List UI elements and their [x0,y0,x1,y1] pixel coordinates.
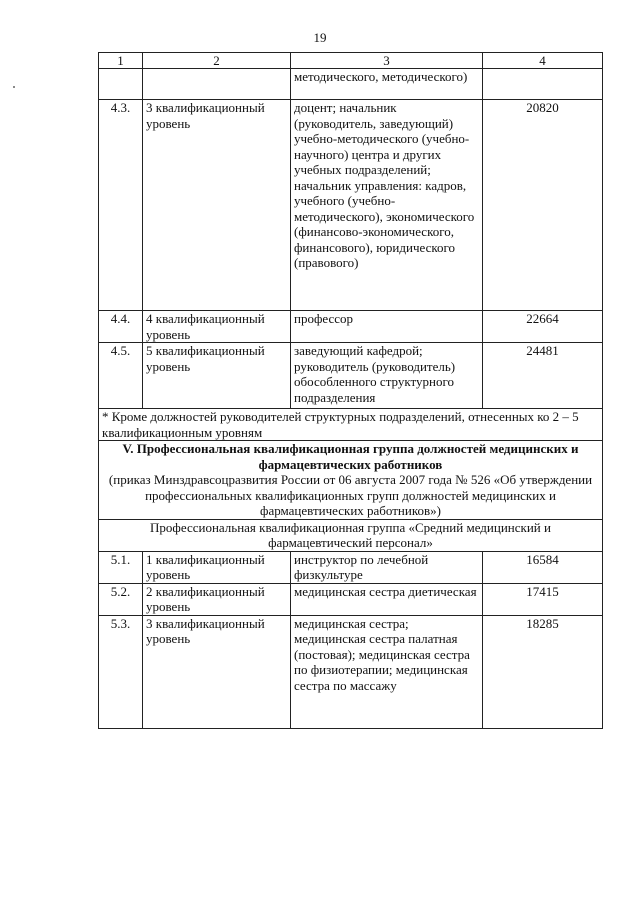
salary-value [483,69,603,100]
row-number: 4.3. [99,100,143,311]
table-row [99,583,603,615]
salary-value: 18285 [483,615,603,728]
table-row [99,100,603,311]
section-order-reference: (приказ Минздравсоцразвития России от 06 августа 2007 года № 526 «Об утверждении профессиональных квалификационных групп должностей медицинских и фармацевтических работников») [108,472,593,518]
table-row [99,311,603,343]
qualification-level: 1 квалификационный уровень [143,551,291,583]
positions-list: инструктор по лечебной физкультуре [291,551,483,583]
salary-value: 16584 [483,551,603,583]
positions-list: медицинская сестра диетическая [291,583,483,615]
positions-list: методического, методического) [291,69,483,100]
positions-list: профессор [291,311,483,343]
qualification-level: 3 квалификационный уровень [143,615,291,728]
positions-list: доцент; начальник (руководитель, заведующий) учебно-методического (учебно-научного) центра и других учебных подразделений; начальник управления: кадров, учебного (учебно-методического), экономического (финансово-экономического, финансового), юридического (правового) [291,100,483,311]
table-row [99,69,603,100]
qualification-level: 5 квалификационный уровень [143,343,291,409]
table-row [99,343,603,409]
table-row [99,615,603,728]
salary-value: 24481 [483,343,603,409]
table-header-row [99,53,603,69]
positions-list: заведующий кафедрой; руководитель (руководитель) обособленного структурного подразделения [291,343,483,409]
salary-value: 17415 [483,583,603,615]
page-number: 19 [313,30,327,45]
row-number: 5.2. [99,583,143,615]
subgroup-title: Профессиональная квалификационная группа «Средний медицинский и фармацевтический персонал» [99,519,603,551]
table-row [99,551,603,583]
section-heading-cell [99,441,603,520]
qualification-level: 3 квалификационный уровень [143,100,291,311]
section-title: V. Профессиональная квалификационная группа должностей медицинских и фармацевтических работников [122,441,579,472]
header-col-1: 1 [99,53,143,69]
row-number: 5.3. [99,615,143,728]
header-col-3: 3 [291,53,483,69]
subgroup-row [99,519,603,551]
positions-list: медицинская сестра; медицинская сестра палатная (постовая); медицинская сестра по физиотерапии; медицинская сестра по массажу [291,615,483,728]
salary-value: 22664 [483,311,603,343]
row-number: 4.4. [99,311,143,343]
row-number [99,69,143,100]
header-col-2: 2 [143,53,291,69]
qualification-table [98,52,603,729]
qualification-level: 2 квалификационный уровень [143,583,291,615]
qualification-level: 4 квалификационный уровень [143,311,291,343]
salary-value: 20820 [483,100,603,311]
row-number: 5.1. [99,551,143,583]
qualification-level [143,69,291,100]
footnote-text: * Кроме должностей руководителей структурных подразделений, отнесенных ко 2 – 5 квалификационным уровням [99,409,603,441]
scan-dot [13,86,15,88]
header-col-4: 4 [483,53,603,69]
row-number: 4.5. [99,343,143,409]
footnote-row [99,409,603,441]
section-heading-row [99,441,603,520]
